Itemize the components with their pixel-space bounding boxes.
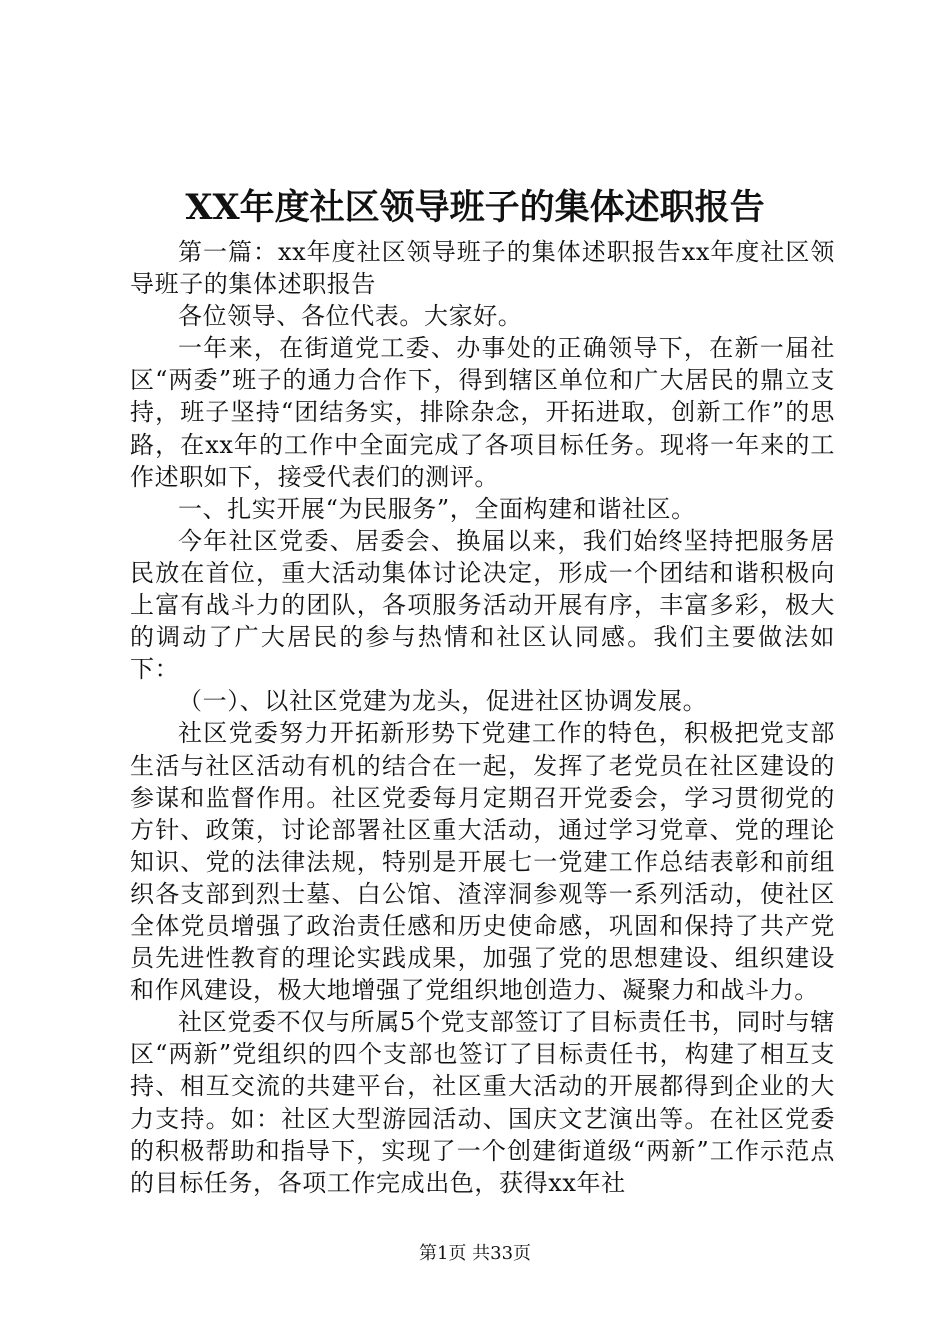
document-title: XX年度社区领导班子的集体述职报告	[185, 187, 765, 228]
paragraph-overview: 一年来，在街道党工委、办事处的正确领导下，在新一届社区“两委”班子的通力合作下，得到辖区单位和广大居民的鼎立支持，班子坚持“团结务实，排除杂念，开拓进取，创新工作”的思路，在xx年的工作中全面完成了各项目标任务。现将一年来的工作述职如下，接受代表们的测评。	[130, 334, 835, 491]
page-number-footer: 第1页 共33页	[418, 1243, 532, 1264]
section-heading-1: 一、扎实开展“为民服务”，全面构建和谐社区。	[178, 494, 696, 523]
paragraph-section-1: 今年社区党委、居委会、换届以来，我们始终坚持把服务居民放在首位，重大活动集体讨论决定，形成一个团结和谐积极向上富有战斗力的团队，各项服务活动开展有序，丰富多彩，极大的调动了广大居民的参与热情和社区认同感。我们主要做法如下：	[130, 526, 835, 684]
paragraph-responsibility: 社区党委不仅与所属5个党支部签订了目标责任书，同时与辖区“两新”党组织的四个支部也签订了目标责任书，构建了相互支持、相互交流的共建平台，社区重大活动的开展都得到企业的大力支持。如：社区大型游园活动、国庆文艺演出等。在社区党委的积极帮助和指导下，实现了一个创建街道级“两新”工作示范点的目标任务，各项工作完成出色，获得xx年社	[130, 1008, 835, 1197]
paragraph-greeting: 各位领导、各位代表。大家好。	[178, 302, 523, 331]
paragraph-party-building: 社区党委努力开拓新形势下党建工作的特色，积极把党支部生活与社区活动有机的结合在一起，发挥了老党员在社区建设的参谋和监督作用。社区党委每月定期召开党委会，学习贯彻党的方针、政策，讨论部署社区重大活动，通过学习党章、党的理论知识、党的法律法规，特别是开展七一党建工作总结表彰和前组织各支部到烈士墓、白公馆、渣滓洞参观等一系列活动，使社区全体党员增强了政治责任感和历史使命感，巩固和保持了共产党员先进性教育的理论实践成果，加强了党的思想建设、组织建设和作风建设，极大地增强了党组织地创造力、凝聚力和战斗力。	[130, 719, 835, 1005]
subsection-heading-1: （一）、以社区党建为龙头，促进社区协调发展。	[178, 687, 708, 716]
document-body	[130, 236, 835, 1199]
paragraph-intro: 第一篇：xx年度社区领导班子的集体述职报告xx年度社区领导班子的集体述职报告	[130, 238, 835, 299]
